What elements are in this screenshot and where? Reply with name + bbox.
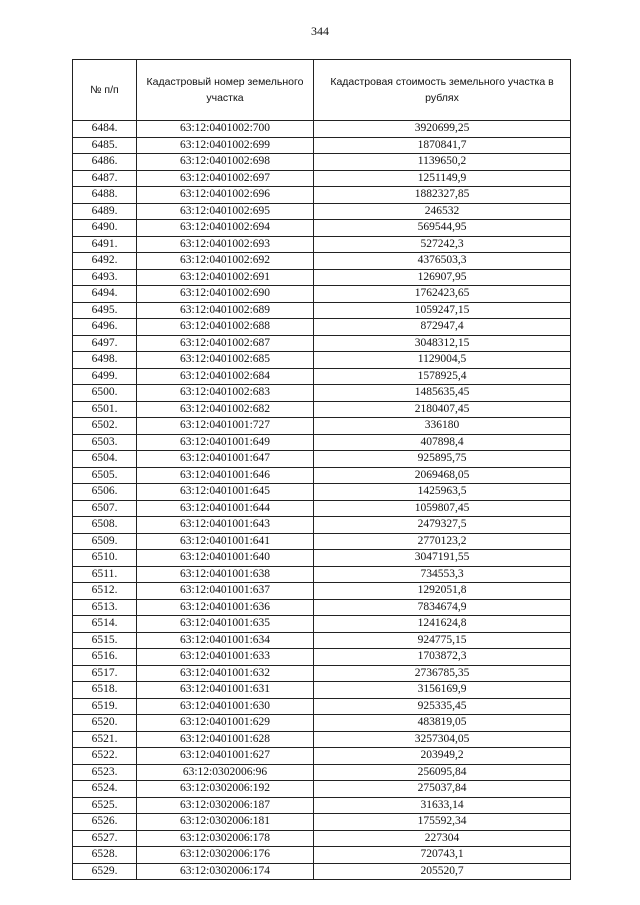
- table-row: [73, 517, 571, 534]
- table-row: [73, 682, 571, 699]
- header-cadastral-value: Кадастровая стоимость земельного участка в рублях: [314, 60, 571, 121]
- cell-number: 6496.: [73, 319, 137, 336]
- cell-cadastral-value: 407898,4: [314, 434, 571, 451]
- cell-number: 6528.: [73, 847, 137, 864]
- cell-cadastral-value: 483819,05: [314, 715, 571, 732]
- cell-number: 6525.: [73, 797, 137, 814]
- cell-cadastral-number: 63:12:0401002:682: [137, 401, 314, 418]
- table-row: [73, 814, 571, 831]
- cell-cadastral-value: 256095,84: [314, 764, 571, 781]
- table-row: [73, 269, 571, 286]
- cell-cadastral-number: 63:12:0401001:727: [137, 418, 314, 435]
- cell-cadastral-number: 63:12:0401001:640: [137, 550, 314, 567]
- cell-number: 6522.: [73, 748, 137, 765]
- cell-number: 6501.: [73, 401, 137, 418]
- cell-cadastral-value: 569544,95: [314, 220, 571, 237]
- cell-cadastral-number: 63:12:0401002:690: [137, 286, 314, 303]
- cell-cadastral-number: 63:12:0401002:693: [137, 236, 314, 253]
- table-row: [73, 319, 571, 336]
- cell-cadastral-value: 3920699,25: [314, 121, 571, 138]
- table-row: [73, 418, 571, 435]
- cell-cadastral-number: 63:12:0302006:96: [137, 764, 314, 781]
- cell-cadastral-value: 1485635,45: [314, 385, 571, 402]
- cell-cadastral-value: 1703872,3: [314, 649, 571, 666]
- cell-cadastral-value: 872947,4: [314, 319, 571, 336]
- cell-cadastral-number: 63:12:0302006:178: [137, 830, 314, 847]
- cell-cadastral-value: 1425963,5: [314, 484, 571, 501]
- page-number: 344: [311, 24, 329, 38]
- cell-number: 6493.: [73, 269, 137, 286]
- cell-number: 6512.: [73, 583, 137, 600]
- cell-cadastral-number: 63:12:0401001:637: [137, 583, 314, 600]
- cell-cadastral-value: 1129004,5: [314, 352, 571, 369]
- cell-cadastral-value: 2736785,35: [314, 665, 571, 682]
- cell-number: 6524.: [73, 781, 137, 798]
- cell-number: 6509.: [73, 533, 137, 550]
- cell-cadastral-number: 63:12:0401002:684: [137, 368, 314, 385]
- table-row: [73, 154, 571, 171]
- cell-number: 6498.: [73, 352, 137, 369]
- cell-cadastral-value: 1882327,85: [314, 187, 571, 204]
- table-row: [73, 698, 571, 715]
- cell-number: 6492.: [73, 253, 137, 270]
- table-row: [73, 220, 571, 237]
- cell-number: 6490.: [73, 220, 137, 237]
- cell-number: 6500.: [73, 385, 137, 402]
- cell-cadastral-value: 924775,15: [314, 632, 571, 649]
- cell-number: 6521.: [73, 731, 137, 748]
- cell-cadastral-value: 527242,3: [314, 236, 571, 253]
- table-row: [73, 500, 571, 517]
- cell-number: 6506.: [73, 484, 137, 501]
- cell-number: 6518.: [73, 682, 137, 699]
- cell-cadastral-number: 63:12:0401001:646: [137, 467, 314, 484]
- cell-cadastral-number: 63:12:0401002:689: [137, 302, 314, 319]
- table-row: [73, 583, 571, 600]
- cell-cadastral-value: 7834674,9: [314, 599, 571, 616]
- cell-cadastral-value: 1762423,65: [314, 286, 571, 303]
- cell-cadastral-number: 63:12:0401002:691: [137, 269, 314, 286]
- cell-number: 6489.: [73, 203, 137, 220]
- cell-cadastral-number: 63:12:0401001:644: [137, 500, 314, 517]
- cell-cadastral-value: 734553,3: [314, 566, 571, 583]
- cell-cadastral-number: 63:12:0401001:627: [137, 748, 314, 765]
- cell-cadastral-number: 63:12:0401001:645: [137, 484, 314, 501]
- table-row: [73, 484, 571, 501]
- table-row: [73, 830, 571, 847]
- table-header-row: [73, 60, 571, 121]
- table-row: [73, 863, 571, 880]
- cell-cadastral-number: 63:12:0401001:628: [137, 731, 314, 748]
- cell-cadastral-number: 63:12:0401001:635: [137, 616, 314, 633]
- cell-cadastral-number: 63:12:0302006:174: [137, 863, 314, 880]
- cell-cadastral-number: 63:12:0401001:641: [137, 533, 314, 550]
- cell-cadastral-number: 63:12:0302006:187: [137, 797, 314, 814]
- cell-cadastral-value: 1241624,8: [314, 616, 571, 633]
- cell-cadastral-value: 1139650,2: [314, 154, 571, 171]
- cell-cadastral-value: 2180407,45: [314, 401, 571, 418]
- table-row: [73, 616, 571, 633]
- cell-cadastral-value: 4376503,3: [314, 253, 571, 270]
- cell-number: 6507.: [73, 500, 137, 517]
- cadastral-table: [72, 59, 571, 880]
- cell-number: 6513.: [73, 599, 137, 616]
- table-row: [73, 302, 571, 319]
- cell-cadastral-number: 63:12:0302006:176: [137, 847, 314, 864]
- cell-number: 6488.: [73, 187, 137, 204]
- cell-cadastral-number: 63:12:0401002:697: [137, 170, 314, 187]
- table-row: [73, 764, 571, 781]
- cell-number: 6495.: [73, 302, 137, 319]
- cell-cadastral-value: 3047191,55: [314, 550, 571, 567]
- cell-cadastral-value: 3048312,15: [314, 335, 571, 352]
- table-row: [73, 368, 571, 385]
- table-row: [73, 781, 571, 798]
- cell-number: 6517.: [73, 665, 137, 682]
- cell-cadastral-number: 63:12:0401002:683: [137, 385, 314, 402]
- cell-cadastral-value: 1059807,45: [314, 500, 571, 517]
- table-row: [73, 550, 571, 567]
- table-row: [73, 467, 571, 484]
- cell-number: 6502.: [73, 418, 137, 435]
- cell-cadastral-number: 63:12:0401001:631: [137, 682, 314, 699]
- cell-number: 6504.: [73, 451, 137, 468]
- cell-cadastral-number: 63:12:0401001:634: [137, 632, 314, 649]
- cell-cadastral-number: 63:12:0401002:699: [137, 137, 314, 154]
- cell-number: 6527.: [73, 830, 137, 847]
- table-row: [73, 253, 571, 270]
- cell-cadastral-number: 63:12:0401001:633: [137, 649, 314, 666]
- cell-number: 6520.: [73, 715, 137, 732]
- table-row: [73, 236, 571, 253]
- cell-cadastral-value: 3257304,05: [314, 731, 571, 748]
- cell-cadastral-number: 63:12:0401002:692: [137, 253, 314, 270]
- table-row: [73, 599, 571, 616]
- cell-number: 6519.: [73, 698, 137, 715]
- table-row: [73, 451, 571, 468]
- cell-number: 6485.: [73, 137, 137, 154]
- cell-number: 6516.: [73, 649, 137, 666]
- cell-number: 6487.: [73, 170, 137, 187]
- cell-cadastral-number: 63:12:0401001:629: [137, 715, 314, 732]
- cell-cadastral-value: 2770123,2: [314, 533, 571, 550]
- cell-cadastral-value: 2069468,05: [314, 467, 571, 484]
- cell-cadastral-number: 63:12:0401001:632: [137, 665, 314, 682]
- table-row: [73, 649, 571, 666]
- cell-cadastral-number: 63:12:0401002:695: [137, 203, 314, 220]
- cell-cadastral-value: 1870841,7: [314, 137, 571, 154]
- cell-cadastral-number: 63:12:0401001:649: [137, 434, 314, 451]
- table-row: [73, 665, 571, 682]
- cell-number: 6508.: [73, 517, 137, 534]
- table-row: [73, 137, 571, 154]
- cell-cadastral-value: 1292051,8: [314, 583, 571, 600]
- cell-cadastral-number: 63:12:0401001:647: [137, 451, 314, 468]
- cell-cadastral-value: 31633,14: [314, 797, 571, 814]
- cell-cadastral-number: 63:12:0401002:698: [137, 154, 314, 171]
- table-row: [73, 731, 571, 748]
- table-row: [73, 401, 571, 418]
- cell-cadastral-value: 925335,45: [314, 698, 571, 715]
- header-number: № п/п: [73, 60, 137, 121]
- cell-number: 6497.: [73, 335, 137, 352]
- cell-cadastral-value: 126907,95: [314, 269, 571, 286]
- cell-number: 6494.: [73, 286, 137, 303]
- cell-number: 6523.: [73, 764, 137, 781]
- table-body: [73, 121, 571, 880]
- table-row: [73, 203, 571, 220]
- table-row: [73, 847, 571, 864]
- cell-cadastral-value: 227304: [314, 830, 571, 847]
- table-row: [73, 187, 571, 204]
- cell-number: 6526.: [73, 814, 137, 831]
- cell-cadastral-value: 1578925,4: [314, 368, 571, 385]
- table-row: [73, 170, 571, 187]
- header-cadastral-number: Кадастровый номер земельного участка: [137, 60, 314, 121]
- cell-number: 6484.: [73, 121, 137, 138]
- cell-number: 6529.: [73, 863, 137, 880]
- cell-cadastral-value: 2479327,5: [314, 517, 571, 534]
- table-row: [73, 566, 571, 583]
- table-row: [73, 715, 571, 732]
- cell-cadastral-value: 246532: [314, 203, 571, 220]
- cell-number: 6514.: [73, 616, 137, 633]
- cell-cadastral-number: 63:12:0401002:700: [137, 121, 314, 138]
- cell-number: 6515.: [73, 632, 137, 649]
- table-row: [73, 632, 571, 649]
- table-row: [73, 286, 571, 303]
- cell-cadastral-number: 63:12:0302006:181: [137, 814, 314, 831]
- cell-number: 6511.: [73, 566, 137, 583]
- cell-cadastral-value: 1251149,9: [314, 170, 571, 187]
- table-row: [73, 748, 571, 765]
- cell-cadastral-value: 336180: [314, 418, 571, 435]
- table-row: [73, 434, 571, 451]
- table-row: [73, 352, 571, 369]
- cell-cadastral-number: 63:12:0302006:192: [137, 781, 314, 798]
- table-row: [73, 533, 571, 550]
- cell-number: 6510.: [73, 550, 137, 567]
- cell-cadastral-value: 3156169,9: [314, 682, 571, 699]
- cell-cadastral-number: 63:12:0401002:696: [137, 187, 314, 204]
- cell-number: 6491.: [73, 236, 137, 253]
- cell-cadastral-value: 925895,75: [314, 451, 571, 468]
- cell-number: 6499.: [73, 368, 137, 385]
- cell-cadastral-number: 63:12:0401001:638: [137, 566, 314, 583]
- cell-cadastral-number: 63:12:0401002:694: [137, 220, 314, 237]
- cell-cadastral-value: 205520,7: [314, 863, 571, 880]
- cell-cadastral-number: 63:12:0401001:630: [137, 698, 314, 715]
- table-row: [73, 121, 571, 138]
- cell-cadastral-number: 63:12:0401002:688: [137, 319, 314, 336]
- cell-cadastral-number: 63:12:0401001:643: [137, 517, 314, 534]
- cell-number: 6486.: [73, 154, 137, 171]
- cell-cadastral-value: 203949,2: [314, 748, 571, 765]
- cell-cadastral-value: 275037,84: [314, 781, 571, 798]
- cell-cadastral-value: 175592,34: [314, 814, 571, 831]
- cell-number: 6505.: [73, 467, 137, 484]
- table-row: [73, 385, 571, 402]
- table-row: [73, 335, 571, 352]
- cell-cadastral-number: 63:12:0401001:636: [137, 599, 314, 616]
- cell-cadastral-number: 63:12:0401002:687: [137, 335, 314, 352]
- cell-number: 6503.: [73, 434, 137, 451]
- cell-cadastral-value: 1059247,15: [314, 302, 571, 319]
- cell-cadastral-number: 63:12:0401002:685: [137, 352, 314, 369]
- table-row: [73, 797, 571, 814]
- cell-cadastral-value: 720743,1: [314, 847, 571, 864]
